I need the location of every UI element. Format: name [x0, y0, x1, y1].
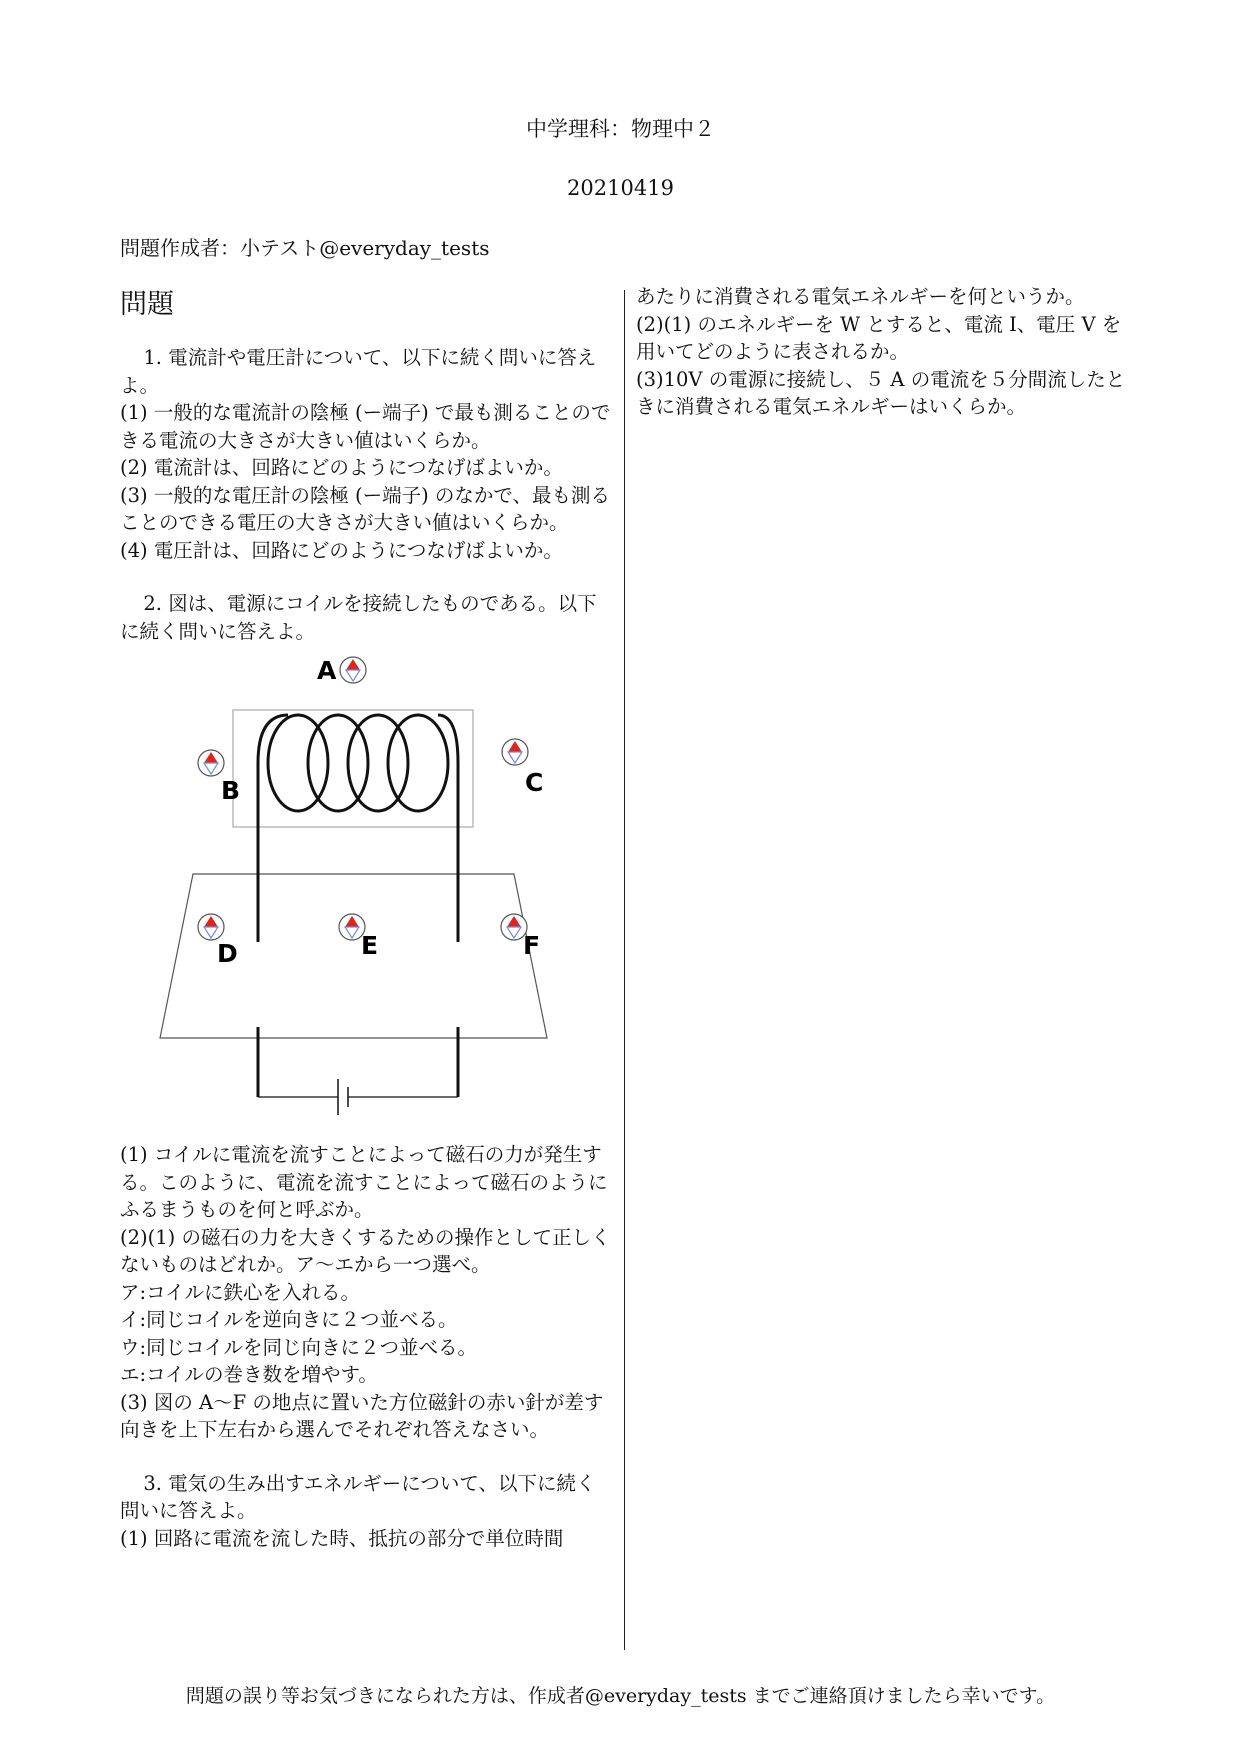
- left-column: [120, 344, 612, 1552]
- author-line: 問題作成者：小テスト@everyday_tests: [120, 236, 490, 260]
- compass-icon-b: [198, 750, 224, 776]
- q2-option-u: ウ:同じコイルを同じ向きに２つ並べる。: [120, 1335, 477, 1359]
- figure-label-f: F: [523, 931, 541, 960]
- q2-item-1: (1) コイルに電流を流すことによって磁石の力が発生する。このように、電流を流すことによって磁石のようにふるまうものを何と呼ぶか。: [120, 1143, 608, 1221]
- compass-icon-d: [198, 914, 224, 940]
- figure-label-e: E: [361, 931, 379, 960]
- q1-item-2: (2) 電流計は、回路にどのようにつなげばよいか。: [120, 456, 563, 479]
- q3-item-3: (3)10V の電源に接続し、５ A の電流を５分間流したときに消費される電気エネルギーはいくらか。: [636, 367, 1126, 418]
- section-heading: 問題: [120, 289, 174, 320]
- q1-item-3: (3) 一般的な電圧計の陰極 (ー端子) のなかで、最も測ることのできる電圧の大きさが大きい値はいくらか。: [120, 483, 611, 534]
- footer-note: 問題の誤り等お気づきになられた方は、作成者@everyday_tests までご連絡頂けましたら幸いです。: [185, 1685, 1056, 1707]
- q2-option-i: イ:同じコイルを逆向きに２つ並べる。: [120, 1308, 458, 1331]
- q2-item-2: (2)(1) の磁石の力を大きくするための操作として正しくないものはどれか。ア〜エから一つ選べ。: [120, 1225, 611, 1276]
- q2-option-a: ア:コイルに鉄心を入れる。: [120, 1280, 360, 1304]
- q2-intro: 2. 図は、電源にコイルを接続したものである。以下に続く問いに答えよ。: [120, 592, 597, 643]
- q2-item-3: (3) 図の A〜F の地点に置いた方位磁針の赤い針が差す向きを上下左右から選んでそれぞれ答えなさい。: [120, 1390, 604, 1441]
- figure-label-a: A: [317, 656, 337, 685]
- page-title: 中学理科：物理中２: [526, 117, 715, 141]
- figure-label-c: C: [525, 768, 544, 797]
- q1-item-4: (4) 電圧計は、回路にどのようにつなげばよいか。: [120, 538, 563, 562]
- q3-item-1-start: (1) 回路に電流を流した時、抵抗の部分で単位時間: [120, 1526, 564, 1550]
- coil-circuit-diagram: [120, 655, 612, 1135]
- q2-option-e: エ:コイルの巻き数を増やす。: [120, 1363, 378, 1386]
- figure-label-b: B: [221, 776, 241, 805]
- q3-intro: 3. 電気の生み出すエネルギーについて、以下に続く問いに答えよ。: [120, 1471, 596, 1522]
- q1-item-1: (1) 一般的な電流計の陰極 (ー端子) で最も測ることのできる電流の大きさが大きい値はいくらか。: [120, 401, 611, 452]
- q3-item-1-cont: あたりに消費される電気エネルギーを何というか。: [636, 285, 1085, 308]
- compass-icon-c: [502, 739, 528, 765]
- figure-label-d: D: [217, 939, 238, 968]
- q3-item-2: (2)(1) のエネルギーを W とすると、電流 I、電圧 V を用いてどのように表されるか。: [636, 312, 1122, 363]
- battery-icon: [338, 1079, 348, 1115]
- column-divider: [624, 290, 625, 1650]
- page-date: 20210419: [567, 176, 674, 200]
- compass-icon-a: [340, 657, 366, 683]
- q1-intro: 1. 電流計や電圧計について、以下に続く問いに答えよ。: [120, 346, 597, 397]
- coil-loops: [258, 715, 458, 811]
- coil-circuit-figure: [120, 655, 612, 1135]
- right-column: [636, 283, 1136, 421]
